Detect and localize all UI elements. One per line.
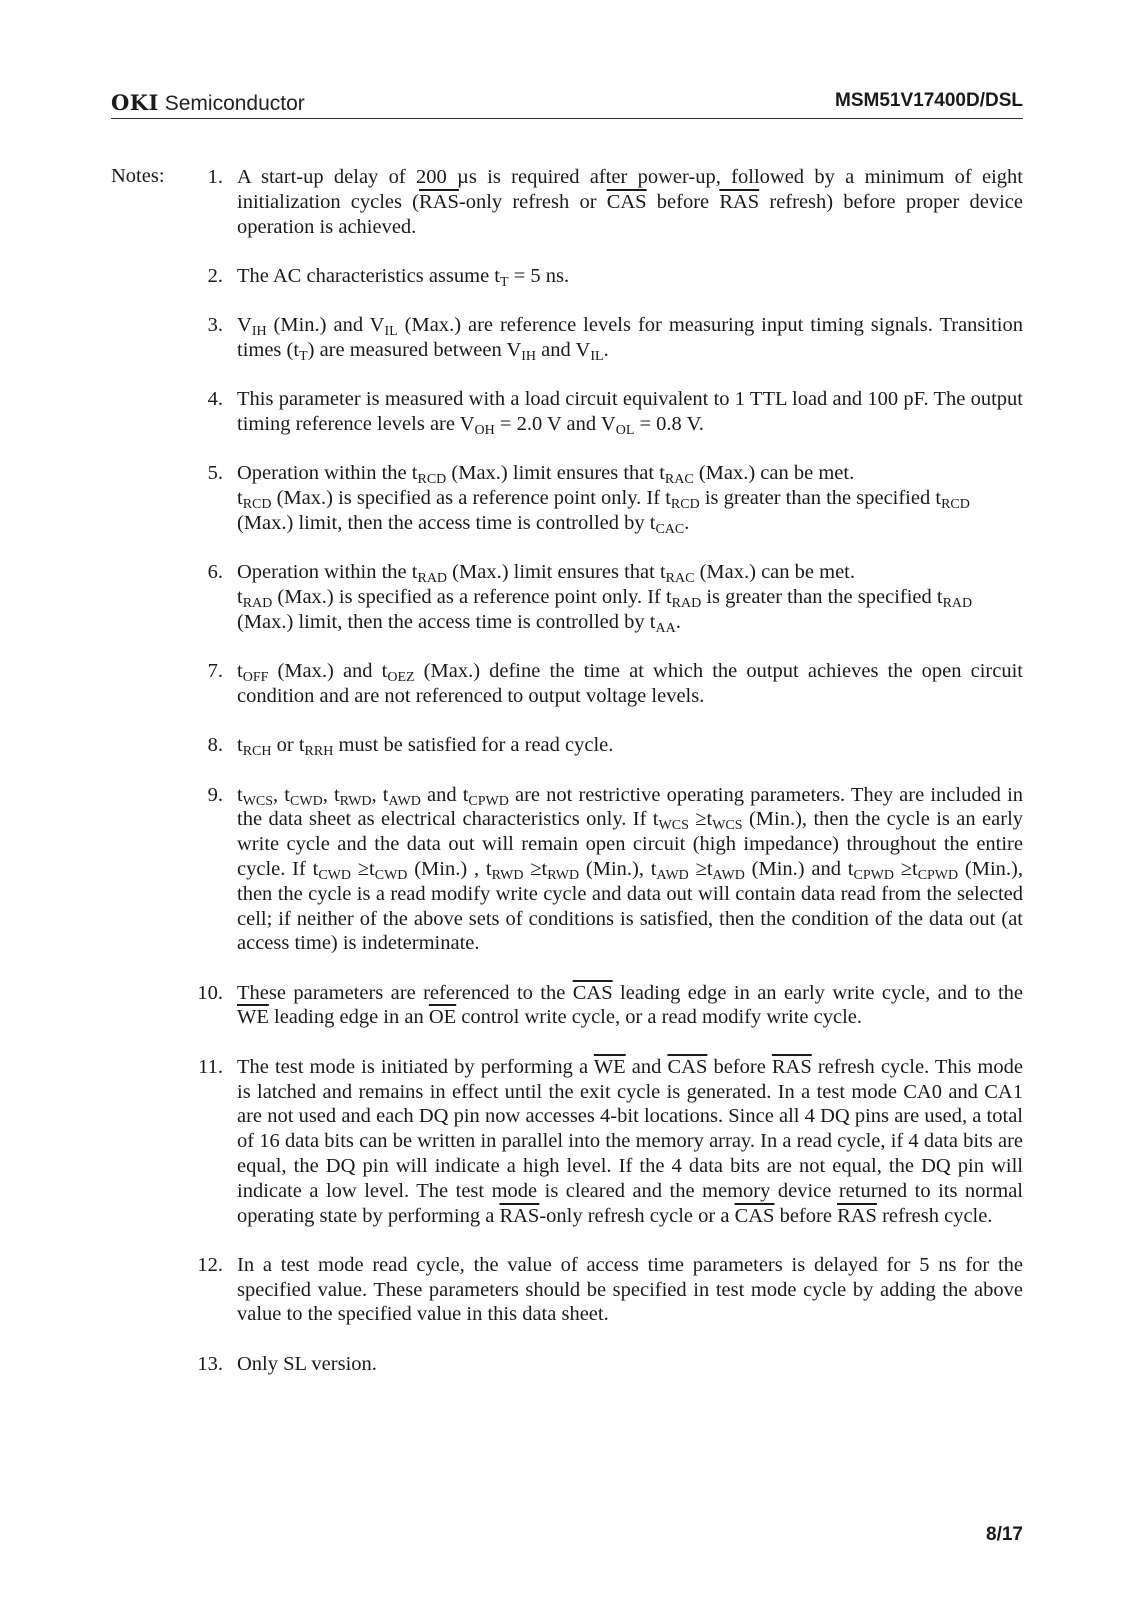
subscript: OEZ [387, 670, 415, 686]
subscript: OFF [242, 670, 269, 686]
text-run: (Min.) and V [266, 314, 385, 337]
note-text [237, 560, 1023, 634]
overlined-signal: $\overline{CAS}$ [667, 1055, 708, 1078]
overlined-signal: $\overline{CAS}$ [572, 981, 613, 1004]
text-run: ≥t [350, 857, 375, 880]
subscript: RWD [491, 867, 524, 883]
text-run: -only refresh or [458, 190, 607, 213]
text-run: refresh cycle. This mode is latched and remains in effect until the exit cycle is generated. In a test mode CA0 and CA1 are not used and each DQ pin now accesses 4-bit locations. Since all 4 DQ pins are used, a total of 16 data bits can be written in parallel into the memory array. In a read cycle, if 4 data bits are equal, the DQ pin will indicate a high level. If the 4 data bits are not equal, the DQ pin will indicate a low level. The test mode is cleared and the memory device returned to its normal operating state by performing a [237, 1055, 1023, 1227]
text-run: before [774, 1204, 838, 1227]
text-run: = 5 ns. [508, 264, 570, 287]
subscript: CPWD [853, 867, 894, 883]
note-item [172, 461, 1023, 535]
overlined-signal: $\overline{RAS}$ [719, 190, 760, 213]
text-run: = 0.8 V. [634, 413, 704, 436]
overlined-signal: $\overline{OE}$ [428, 1006, 457, 1029]
text-run: V [237, 314, 252, 337]
text-run: = 2.0 V and V [494, 413, 616, 436]
subscript: RWD [339, 793, 372, 809]
text-run: t [237, 660, 243, 683]
note-number: 3. [207, 314, 223, 337]
note-item [172, 264, 1023, 289]
note-text [237, 733, 1023, 758]
subscript: AA [655, 620, 676, 636]
note-item [172, 783, 1023, 957]
text-run: . [684, 511, 690, 534]
brand [111, 90, 305, 116]
subscript: RAC [665, 571, 695, 587]
note-item [172, 733, 1023, 758]
text-run: are not restrictive operating parameters. They are included in the data sheet as electrical characteristics only. If t [237, 783, 1024, 831]
text-run: t [237, 487, 243, 510]
note-text [237, 981, 1023, 1031]
note-number: 9. [207, 783, 223, 806]
subscript: CWD [290, 793, 323, 809]
note-text [237, 461, 1023, 535]
text-run: refresh) before proper device operation is achieved. [237, 190, 1023, 238]
overlined-signal: $\overline{RAS}$ [837, 1204, 877, 1227]
document-id: MSM51V17400D/DSL [835, 90, 1023, 111]
note-text [237, 783, 1023, 957]
subscript: RAC [664, 472, 694, 488]
text-run: t [237, 734, 243, 757]
text-run: (Max.) can be met. [694, 561, 855, 584]
note-text [237, 1352, 1023, 1377]
text-run: . [603, 338, 609, 361]
text-run: (Max.) can be met. [693, 462, 855, 485]
text-run: . [675, 610, 681, 633]
text-run: The test mode is initiated by performing a [237, 1055, 594, 1078]
overlined-signal: $\overline{RAS}$ [771, 1055, 812, 1078]
text-run: Operation within the t [237, 561, 418, 584]
note-text [237, 264, 1023, 289]
subscript: IL [384, 324, 398, 340]
text-run: is greater than the specified t [699, 487, 942, 510]
subscript: RAD [671, 596, 702, 612]
text-run: The AC characteristics assume t [237, 264, 500, 287]
note-text [237, 387, 1023, 437]
note-number: 1. [207, 166, 223, 188]
subscript: AWD [656, 867, 689, 883]
text-run: leading edge in an early write cycle, and to the [612, 981, 1023, 1004]
notes-list [172, 165, 1023, 1401]
note-number: 5. [207, 462, 223, 485]
subscript: RAD [942, 596, 973, 612]
subscript: WCS [658, 818, 689, 834]
text-run: ) are measured between V [307, 338, 522, 361]
note-number: 6. [207, 561, 223, 584]
text-run: before [646, 190, 720, 213]
overlined-signal: $\overline{WE}$ [593, 1055, 626, 1078]
text-run: A start-up delay of 200 µs is required after power-up, followed by a minimum of eight initialization cycles ( [237, 166, 1023, 213]
text-run: (Max.) limit, then the access time is controlled by t [237, 610, 656, 633]
text-run: This parameter is measured with a load circuit equivalent to 1 TTL load and 100 pF. The output timing reference levels are V [237, 388, 1023, 436]
subscript: CPWD [917, 867, 959, 883]
text-run: refresh cycle. [876, 1204, 993, 1227]
text-run: (Min.) , t [407, 857, 492, 880]
note-number: 12. [197, 1253, 223, 1276]
text-run: Operation within the t [237, 462, 418, 485]
text-run: (Max.) are reference levels for measuring input timing signals. Transition times (t [237, 314, 1023, 361]
subscript: RCD [941, 497, 970, 513]
overlined-signal: $\overline{RAS}$ [499, 1204, 540, 1227]
subscript: AWD [388, 793, 421, 809]
text-run: -only refresh cycle or a [539, 1204, 735, 1227]
text-run: (Max.) limit ensures that t [446, 462, 665, 485]
subscript: T [299, 348, 308, 364]
text-run: and [625, 1055, 668, 1078]
subscript: RCD [670, 497, 700, 513]
note-number: 4. [207, 388, 223, 411]
text-run: , t [273, 783, 291, 806]
note-text [237, 1253, 1023, 1327]
page-number: 8/17 [986, 1524, 1023, 1545]
note-text [237, 313, 1023, 363]
text-run: ≥t [688, 808, 713, 831]
text-run: (Max.) limit, then the access time is controlled by t [237, 511, 656, 534]
subscript: CWD [374, 867, 408, 883]
note-item [172, 560, 1023, 634]
subscript: IH [251, 324, 267, 340]
note-number: 2. [207, 264, 223, 287]
text-run: (Max.) define the time at which the output achieves the open circuit condition and are not referenced to output voltage levels. [237, 660, 1023, 707]
text-run: (Max.) and t [268, 660, 388, 683]
text-run: t [237, 783, 243, 806]
subscript: CAC [655, 521, 685, 537]
note-number: 7. [207, 660, 223, 683]
subscript: OL [615, 423, 635, 439]
notes-label: Notes: [111, 165, 165, 187]
text-run: and V [536, 338, 591, 361]
note-number: 13. [197, 1352, 223, 1375]
text-run: (Min.) and t [744, 857, 854, 880]
subscript: T [500, 274, 509, 290]
note-text [237, 165, 1023, 239]
text-run: , t [322, 783, 340, 806]
page-header [111, 88, 1023, 119]
subscript: RCD [417, 472, 447, 488]
subscript: RCD [242, 497, 272, 513]
text-run: (Min.), then the cycle is an early write cycle and the data out will remain open circuit (high impedance) throughout the entire cycle. If t [237, 808, 1024, 880]
subscript: IL [590, 348, 604, 364]
text-run: (Min.), then the cycle is a read modify write cycle and data out will contain data read from the selected cell; if neither of the above sets of conditions is satisfied, then the condition of the data out (at access time) is indeterminate. [237, 857, 1024, 955]
note-text [237, 659, 1023, 709]
subscript: RAD [417, 571, 448, 587]
subscript: RCH [242, 744, 272, 760]
text-run: or t [271, 734, 305, 757]
text-run: t [237, 586, 243, 609]
text-run: In a test mode read cycle, the value of access time parameters is delayed for 5 ns for the specified value. These parameters should be specified in test mode cycle by adding the above value to the specified value in this data sheet. [237, 1253, 1023, 1326]
text-run: control write cycle, or a read modify write cycle. [456, 1006, 863, 1029]
subscript: IH [521, 348, 537, 364]
text-run: (Min.), t [579, 857, 657, 880]
overlined-signal: $\overline{RAS}$ [419, 190, 459, 213]
note-item [172, 313, 1023, 363]
note-text [237, 1055, 1023, 1229]
note-item [172, 659, 1023, 709]
text-run: ≥t [893, 857, 918, 880]
text-run: and t [420, 783, 469, 806]
subscript: RAD [242, 596, 273, 612]
note-item [172, 1055, 1023, 1229]
text-run: Only SL version. [237, 1352, 377, 1375]
overlined-signal: $\overline{CAS}$ [606, 190, 647, 213]
subscript: AWD [712, 867, 745, 883]
overlined-signal: $\overline{CAS}$ [734, 1204, 775, 1227]
note-number: 11. [198, 1055, 223, 1078]
text-run: (Max.) is specified as a reference point only. If t [271, 487, 671, 510]
subscript: WCS [242, 793, 274, 809]
subscript: RRH [304, 744, 334, 760]
text-run: , t [371, 783, 389, 806]
text-run: ≥t [523, 857, 548, 880]
note-item [172, 981, 1023, 1031]
note-number: 8. [207, 734, 223, 757]
company-name: Semiconductor [164, 92, 305, 115]
subscript: WCS [712, 818, 743, 834]
note-item [172, 1253, 1023, 1327]
subscript: RWD [547, 867, 580, 883]
oki-logo: OKI [111, 90, 159, 115]
note-number: 10. [197, 981, 223, 1004]
subscript: CPWD [468, 793, 509, 809]
text-run: (Max.) is specified as a reference point only. If t [272, 586, 672, 609]
note-item [172, 165, 1023, 239]
text-run: must be satisfied for a read cycle. [333, 734, 614, 757]
subscript: CWD [318, 867, 351, 883]
text-run: These parameters are referenced to the [237, 981, 573, 1004]
note-item [172, 1352, 1023, 1377]
text-run: before [707, 1055, 772, 1078]
text-run: leading edge in an [268, 1006, 429, 1029]
text-run: is greater than the specified t [701, 586, 943, 609]
text-run: (Max.) limit ensures that t [447, 561, 666, 584]
text-run: ≥t [688, 857, 713, 880]
note-item [172, 387, 1023, 437]
overlined-signal: $\overline{WE}$ [237, 1006, 269, 1029]
subscript: OH [474, 423, 495, 439]
